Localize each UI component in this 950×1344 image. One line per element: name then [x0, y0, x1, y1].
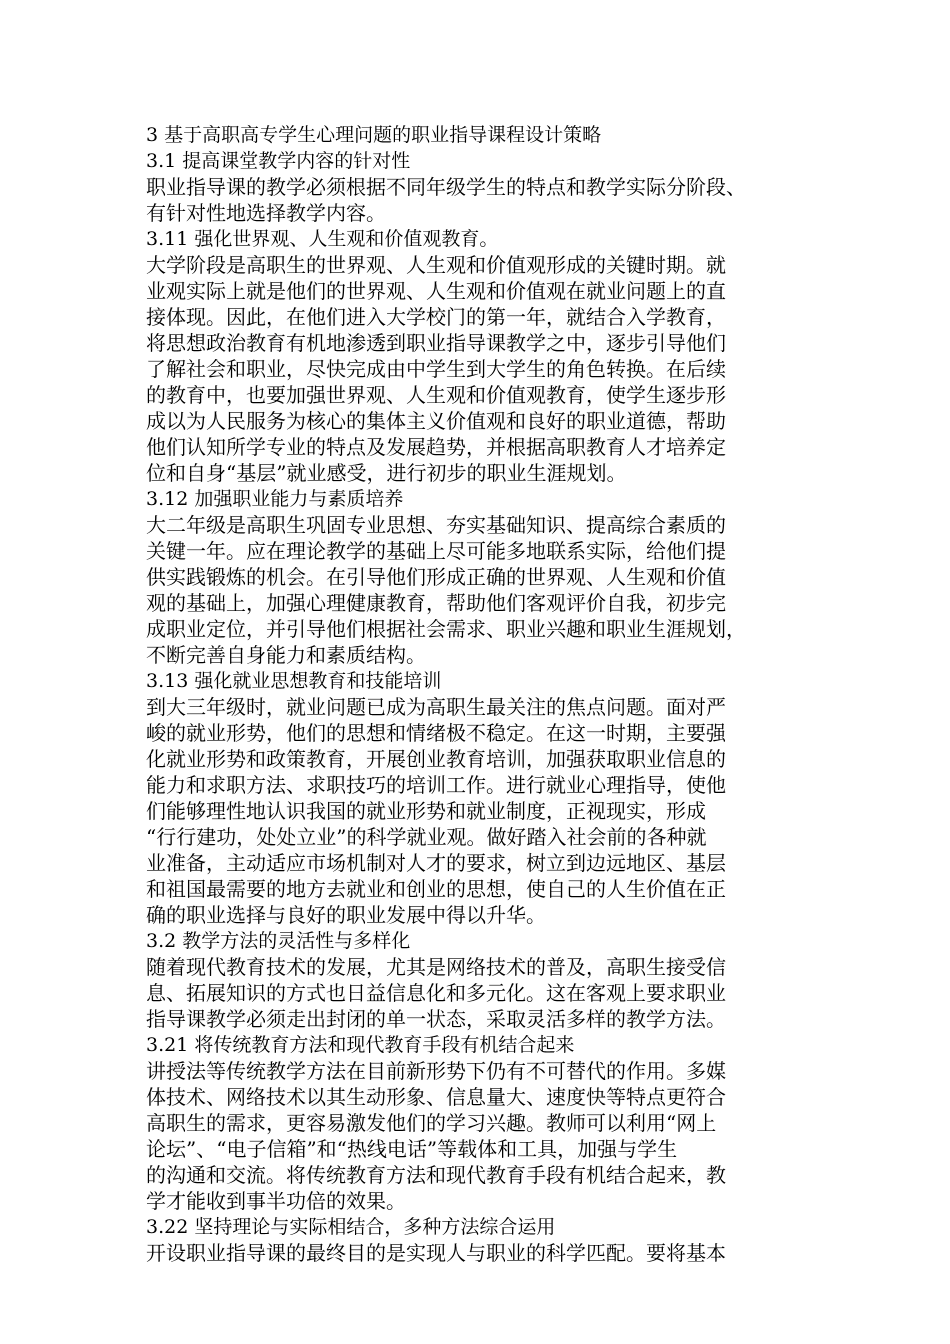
paragraph-line: 开设职业指导课的最终目的是实现人与职业的科学匹配。要将基本 [146, 1241, 726, 1265]
paragraph-line: 业观实际上就是他们的世界观、人生观和价值观在就业问题上的直 [146, 279, 726, 303]
paragraph-line: 成职业定位，并引导他们根据社会需求、职业兴趣和职业生涯规划， [146, 617, 746, 641]
subsection-heading: 3.21 将传统教育方法和现代教育手段有机结合起来 [146, 1034, 575, 1056]
paragraph-line: 化就业形势和政策教育，开展创业教育培训，加强获取职业信息的 [146, 747, 726, 771]
paragraph-line: 了解社会和职业，尽快完成由中学生到大学生的角色转换。在后续 [146, 357, 726, 381]
paragraph-line: 将思想政治教育有机地渗透到职业指导课教学之中，逐步引导他们 [146, 331, 726, 355]
paragraph-line: 供实践锻炼的机会。在引导他们形成正确的世界观、人生观和价值 [146, 565, 726, 589]
paragraph-line: 讲授法等传统教学方法在目前新形势下仍有不可替代的作用。多媒 [146, 1059, 726, 1083]
paragraph-line: 学才能收到事半功倍的效果。 [146, 1189, 406, 1213]
subsection-heading: 3.13 强化就业思想教育和技能培训 [146, 670, 442, 692]
paragraph-line: “行行建功，处处立业”的科学就业观。做好踏入社会前的各种就 [146, 825, 707, 849]
paragraph-line: 业准备，主动适应市场机制对人才的要求，树立到边远地区、基层 [146, 851, 726, 875]
document-page [146, 122, 810, 1266]
subsection-heading: 3.1 提高课堂教学内容的针对性 [146, 150, 411, 172]
paragraph-line: 随着现代教育技术的发展，尤其是网络技术的普及，高职生接受信 [146, 955, 726, 979]
paragraph-line: 观的基础上，加强心理健康教育，帮助他们客观评价自我，初步完 [146, 591, 726, 615]
paragraph-line: 论坛”、“电子信箱”和“热线电话”等载体和工具，加强与学生 [146, 1137, 678, 1161]
paragraph-line: 高职生的需求，更容易激发他们的学习兴趣。教师可以利用“网上 [146, 1111, 717, 1135]
paragraph-line: 接体现。因此，在他们进入大学校门的第一年，就结合入学教育， [146, 305, 726, 329]
subsection-heading: 3.12 加强职业能力与素质培养 [146, 488, 404, 510]
paragraph-line: 指导课教学必须走出封闭的单一状态，采取灵活多样的教学方法。 [146, 1007, 726, 1031]
paragraph-line: 有针对性地选择教学内容。 [146, 201, 386, 225]
paragraph-line: 体技术、网络技术以其生动形象、信息量大、速度快等特点更符合 [146, 1085, 726, 1109]
paragraph-line: 的教育中，也要加强世界观、人生观和价值观教育，使学生逐步形 [146, 383, 726, 407]
paragraph-line: 和祖国最需要的地方去就业和创业的思想，使自己的人生价值在正 [146, 877, 726, 901]
paragraph-line: 大学阶段是高职生的世界观、人生观和价值观形成的关键时期。就 [146, 253, 726, 277]
paragraph-line: 大二年级是高职生巩固专业思想、夯实基础知识、提高综合素质的 [146, 513, 726, 537]
paragraph-line: 的沟通和交流。将传统教育方法和现代教育手段有机结合起来，教 [146, 1163, 726, 1187]
subsection-heading: 3.22 坚持理论与实际相结合，多种方法综合运用 [146, 1216, 556, 1238]
paragraph-line: 峻的就业形势，他们的思想和情绪极不稳定。在这一时期，主要强 [146, 721, 726, 745]
paragraph-line: 息、拓展知识的方式也日益信息化和多元化。这在客观上要求职业 [146, 981, 726, 1005]
section-heading: 3 基于高职高专学生心理问题的职业指导课程设计策略 [146, 124, 602, 146]
subsection-heading: 3.2 教学方法的灵活性与多样化 [146, 930, 411, 952]
paragraph-line: 到大三年级时，就业问题已成为高职生最关注的焦点问题。面对严 [146, 695, 726, 719]
paragraph-line: 确的职业选择与良好的职业发展中得以升华。 [146, 903, 546, 927]
paragraph-line: 们能够理性地认识我国的就业形势和就业制度，正视现实，形成 [146, 799, 706, 823]
paragraph-line: 能力和求职方法、求职技巧的培训工作。进行就业心理指导，使他 [146, 773, 726, 797]
paragraph-line: 位和自身“基层”就业感受，进行初步的职业生涯规划。 [146, 461, 627, 485]
paragraph-line: 他们认知所学专业的特点及发展趋势，并根据高职教育人才培养定 [146, 435, 726, 459]
paragraph-line: 不断完善自身能力和素质结构。 [146, 643, 426, 667]
subsection-heading: 3.11 强化世界观、人生观和价值观教育。 [146, 228, 499, 250]
paragraph-line: 成以为人民服务为核心的集体主义价值观和良好的职业道德，帮助 [146, 409, 726, 433]
paragraph-line: 关键一年。应在理论教学的基础上尽可能多地联系实际，给他们提 [146, 539, 726, 563]
paragraph-line: 职业指导课的教学必须根据不同年级学生的特点和教学实际分阶段、 [146, 175, 746, 199]
